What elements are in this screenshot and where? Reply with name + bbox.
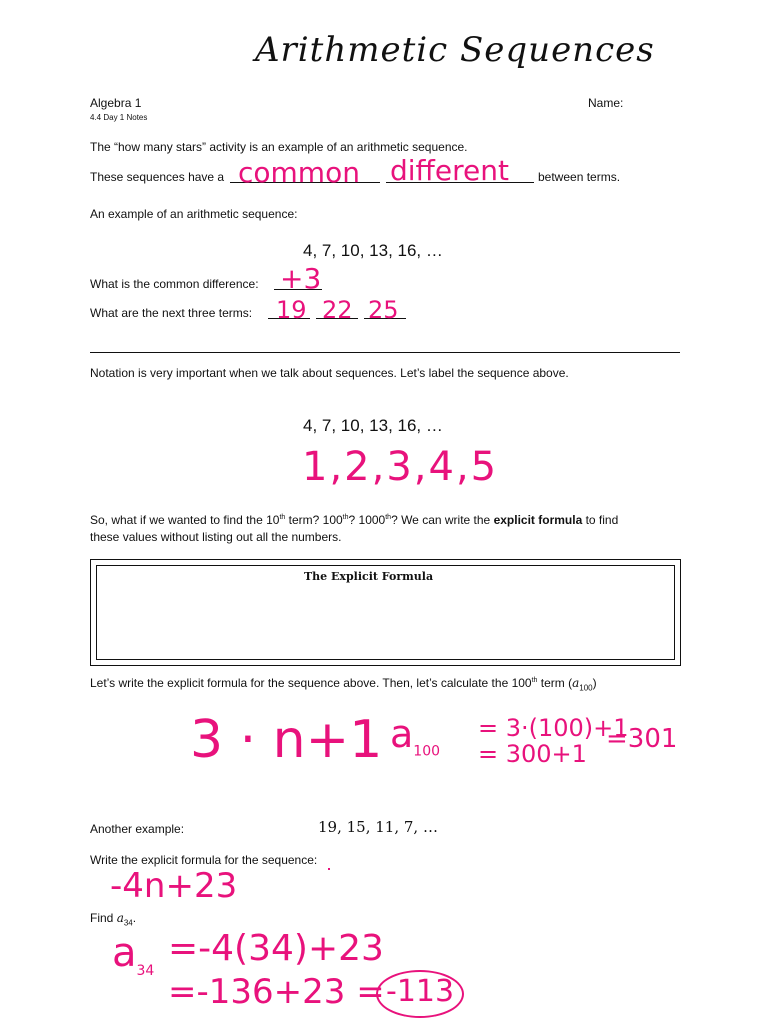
handwritten-substitution: = 3·(100)+1 — [478, 714, 629, 742]
handwritten-answer: -113 — [386, 974, 455, 1009]
name-label: Name: — [588, 96, 624, 110]
common-difference-question: What is the common difference: — [90, 277, 259, 291]
notation-text: Notation is very important when we talk about sequences. Let’s label the sequence above. — [90, 366, 569, 380]
intro-line: The “how many stars” activity is an example of an arithmetic sequence. — [90, 140, 468, 154]
page-title: Arithmetic Sequences — [255, 30, 655, 70]
course-label: Algebra 1 — [90, 96, 142, 110]
handwritten-term-labels: 1,2,3,4,5 — [302, 444, 499, 490]
write-explicit-question: Write the explicit formula for the sequence: — [90, 853, 318, 867]
sequence-display-2: 4, 7, 10, 13, 16, … — [303, 416, 443, 435]
explicit-formula-intro: So, what if we wanted to find the 10th term? 100th? 1000th? We can write the explicit formula to find — [90, 513, 619, 527]
handwritten-term-3: 25 — [368, 296, 399, 324]
lesson-label: 4.4 Day 1 Notes — [90, 113, 148, 122]
handwritten-simplify: = 300+1 — [478, 740, 587, 768]
handwritten-formula-2: -4n+23 — [110, 866, 238, 906]
handwritten-a34: $a_{34}$ — [112, 930, 155, 979]
handwritten-simplify-2: =-136+23 = — [168, 972, 385, 1012]
handwritten-term-1: 19 — [276, 296, 307, 324]
handwritten-different: different — [390, 154, 509, 187]
another-sequence: 19, 15, 11, 7, … — [318, 818, 438, 836]
handwritten-term-2: 22 — [322, 296, 353, 324]
sequence-display: 4, 7, 10, 13, 16, … — [303, 241, 443, 260]
blanks-sentence-end: between terms. — [538, 170, 621, 184]
section-divider — [90, 352, 680, 353]
blanks-sentence-start: These sequences have a — [90, 170, 225, 184]
ink-dot — [328, 868, 330, 870]
handwritten-result-301: =301 — [606, 724, 678, 754]
next-terms-question: What are the next three terms: — [90, 306, 253, 320]
handwritten-substitution-2: =-4(34)+23 — [168, 928, 384, 969]
example-label: An example of an arithmetic sequence: — [90, 207, 298, 221]
explicit-formula-intro-line2: these values without listing out all the numbers. — [90, 530, 342, 544]
find-a34-label: Find $a_{34}$. — [90, 911, 137, 928]
write-formula-prompt: Let’s write the explicit formula for the sequence above. Then, let’s calculate the 100th term $(a_{100})$ — [90, 676, 597, 693]
handwritten-formula: 3 · n+1 — [190, 710, 383, 770]
another-example-label: Another example: — [90, 822, 185, 836]
explicit-formula-title: The Explicit Formula — [304, 570, 434, 583]
handwritten-plus-three: +3 — [280, 262, 322, 295]
handwritten-a100: $a_{100}$ — [390, 712, 441, 760]
handwritten-common: common — [238, 156, 360, 189]
